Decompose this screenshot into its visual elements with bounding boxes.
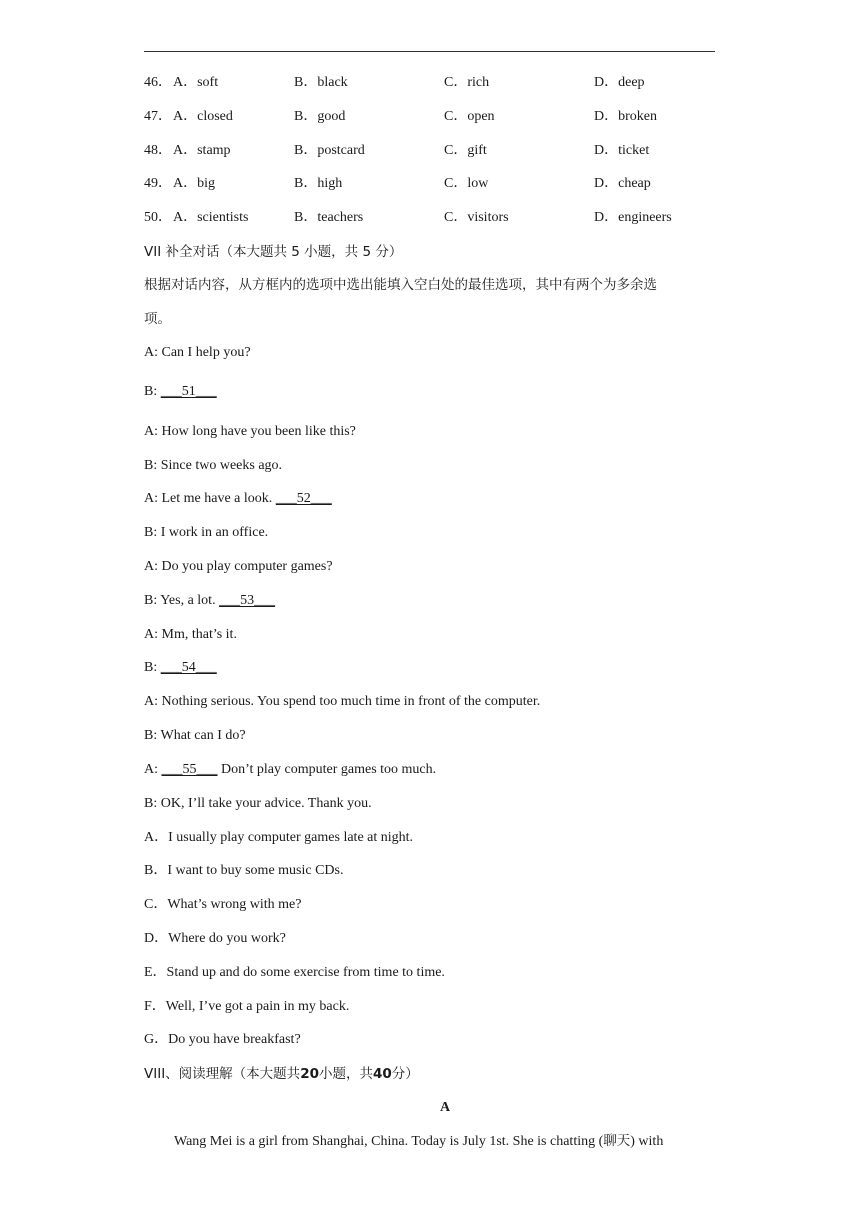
question-number: 49． bbox=[144, 176, 172, 191]
question-number: 48． bbox=[144, 143, 172, 158]
speaker-label: B: bbox=[144, 384, 161, 399]
option-d: D．ticket bbox=[594, 143, 650, 158]
dialogue-line: B: What can I do? bbox=[144, 728, 246, 743]
passage-text: Wang Mei is a girl from Shanghai, China. Today is July 1st. She is chatting ( bbox=[174, 1134, 604, 1149]
option-b: B．teachers bbox=[294, 210, 364, 225]
option-a: A．stamp bbox=[173, 143, 231, 158]
option-d: D．engineers bbox=[594, 210, 672, 225]
choice-item: C．What’s wrong with me? bbox=[144, 897, 302, 912]
dialogue-text: A: Let me have a look. bbox=[144, 491, 276, 506]
dialogue-line bbox=[144, 383, 217, 401]
dialogue-line: A: How long have you been like this? bbox=[144, 424, 356, 439]
option-d: D．cheap bbox=[594, 176, 651, 191]
dialogue-text: Don’t play computer games too much. bbox=[217, 762, 437, 777]
choice-item: D．Where do you work? bbox=[144, 931, 286, 946]
option-c: C．low bbox=[444, 176, 489, 191]
option-d: D．deep bbox=[594, 75, 645, 90]
option-a: A．scientists bbox=[173, 210, 249, 225]
option-c: C．rich bbox=[444, 75, 490, 90]
blank-53[interactable]: ___53___ bbox=[219, 593, 276, 608]
option-b: B．good bbox=[294, 109, 346, 124]
option-c: C．open bbox=[444, 109, 495, 124]
option-c: C．visitors bbox=[444, 210, 509, 225]
section-7-heading: VII 补全对话（本大题共 5 小题，共 5 分） bbox=[144, 244, 403, 260]
option-a: A．soft bbox=[173, 75, 219, 90]
question-number: 47． bbox=[144, 109, 172, 124]
dialogue-line: B: OK, I’ll take your advice. Thank you. bbox=[144, 796, 372, 811]
heading-text: 小题，共 bbox=[318, 1066, 373, 1082]
dialogue-line: A: Can I help you? bbox=[144, 345, 251, 360]
choice-item: B．I want to buy some music CDs. bbox=[144, 863, 344, 878]
speaker-label: B: bbox=[144, 660, 161, 675]
dialogue-line bbox=[144, 761, 436, 779]
dialogue-line: A: Do you play computer games? bbox=[144, 559, 333, 574]
question-number: 46． bbox=[144, 75, 172, 90]
option-a: A．closed bbox=[173, 109, 233, 124]
blank-55[interactable]: ___55___ bbox=[161, 762, 218, 777]
heading-text: VIII、阅读理解（本大题共 bbox=[144, 1066, 301, 1082]
blank-52[interactable]: ___52___ bbox=[275, 491, 332, 506]
dialogue-line: B: I work in an office. bbox=[144, 525, 269, 540]
dialogue-line: A: Mm, that’s it. bbox=[144, 627, 237, 642]
choice-item: A．I usually play computer games late at night. bbox=[144, 830, 414, 845]
header-rule bbox=[144, 51, 715, 52]
speaker-label: A: bbox=[144, 762, 162, 777]
dialogue-line bbox=[144, 592, 275, 610]
passage-first-line bbox=[174, 1132, 663, 1151]
passage-label: A bbox=[439, 1100, 451, 1115]
option-c: C．gift bbox=[444, 143, 487, 158]
dialogue-line bbox=[144, 490, 332, 508]
dialogue-line: B: Since two weeks ago. bbox=[144, 458, 283, 473]
option-b: B．high bbox=[294, 176, 343, 191]
section-7-instruction: 根据对话内容，从方框内的选项中选出能填入空白处的最佳选项，其中有两个为多余选 bbox=[144, 277, 657, 293]
dialogue-line: A: Nothing serious. You spend too much time in front of the computer. bbox=[144, 694, 541, 709]
option-b: B．postcard bbox=[294, 143, 365, 158]
passage-gloss: 聊天 bbox=[603, 1133, 631, 1149]
option-d: D．broken bbox=[594, 109, 657, 124]
score-count: 40 bbox=[372, 1066, 392, 1082]
dialogue-line bbox=[144, 659, 217, 677]
question-number: 50． bbox=[144, 210, 172, 225]
blank-54[interactable]: ___54___ bbox=[160, 660, 217, 675]
question-count: 20 bbox=[300, 1066, 319, 1082]
section-7-instruction-cont: 项。 bbox=[144, 311, 171, 327]
choice-item: E．Stand up and do some exercise from time to time. bbox=[144, 965, 445, 980]
option-b: B．black bbox=[294, 75, 348, 90]
choice-item: G．Do you have breakfast? bbox=[144, 1032, 301, 1047]
section-8-heading bbox=[144, 1065, 419, 1083]
passage-text: ) with bbox=[630, 1134, 664, 1149]
option-a: A．big bbox=[173, 176, 215, 191]
blank-51[interactable]: ___51___ bbox=[160, 384, 217, 399]
dialogue-text: B: Yes, a lot. bbox=[144, 593, 220, 608]
choice-item: F．Well, I’ve got a pain in my back. bbox=[144, 999, 350, 1014]
heading-text: 分） bbox=[391, 1066, 419, 1082]
